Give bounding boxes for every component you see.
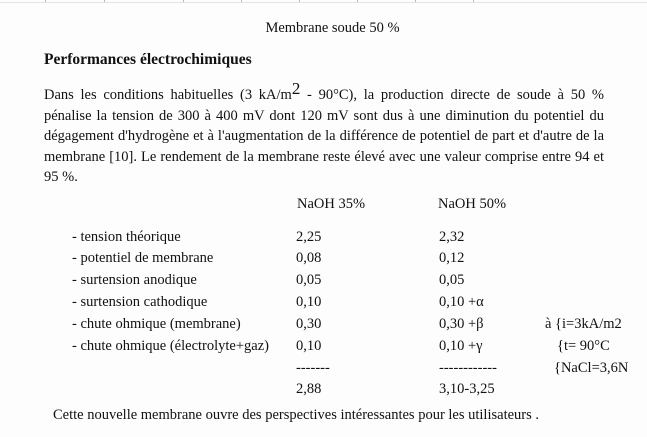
section-heading: Performances électrochimiques <box>44 51 252 68</box>
ruler-tick <box>357 0 358 2</box>
condition-note: {NaCl=3,6N <box>554 360 629 376</box>
closing-sentence: Cette nouvelle membrane ouvre des perspectives intéressantes pour les utilisateurs . <box>53 407 540 423</box>
value-naoh50: 0,10 +γ <box>439 338 483 354</box>
row-label: - chute ohmique (électrolyte+gaz) <box>72 338 269 354</box>
ruler-tick <box>183 0 184 2</box>
separator-naoh35: ------- <box>296 360 330 376</box>
body-paragraph <box>44 79 604 188</box>
superscript: 2 <box>291 79 301 98</box>
total-naoh35: 2,88 <box>296 381 322 397</box>
ruler-tick <box>104 0 105 2</box>
row-label: - chute ohmique (membrane) <box>72 316 241 332</box>
condition-note: à {i=3kA/m2 <box>545 316 622 332</box>
value-naoh50: 0,05 <box>439 272 465 288</box>
separator-naoh50: ------------ <box>439 360 497 376</box>
row-label: - surtension cathodique <box>72 294 208 310</box>
ruler-tick <box>473 0 474 2</box>
ruler-tick <box>299 0 300 2</box>
value-naoh50: 0,30 +β <box>439 316 484 332</box>
condition-note: {t= 90°C <box>557 338 610 354</box>
value-naoh35: 2,25 <box>296 229 322 245</box>
ruler-tick <box>415 0 416 2</box>
value-naoh35: 0,10 <box>296 338 322 354</box>
document-title: Membrane soude 50 % <box>265 20 400 36</box>
value-naoh35: 0,08 <box>296 250 322 266</box>
header-naoh50: NaOH 50% <box>438 196 507 212</box>
row-label: - potentiel de membrane <box>72 250 214 266</box>
value-naoh35: 0,05 <box>296 272 322 288</box>
value-naoh35: 0,30 <box>296 316 322 332</box>
value-naoh50: 2,32 <box>439 229 465 245</box>
paragraph-text-rest: - 90°C), la production directe de soude à 50 % pénalise la tension de 300 à 400 mV dont 120 mV sont dus à une diminution du potentiel du dégagement d'hydrogène et à l'augmentation de la différence de potentiel de part et d'autre de la membrane [10]. Le rendement de la membrane reste élevé avec une valeur comprise entre 94 et 95 %. <box>44 87 604 185</box>
paragraph-text-start: Dans les conditions habituelles (3 kA/m <box>44 87 292 103</box>
value-naoh50: 0,10 +α <box>439 294 484 310</box>
header-naoh35: NaOH 35% <box>297 196 366 212</box>
value-naoh50: 0,12 <box>439 250 465 266</box>
row-label: - surtension anodique <box>72 272 197 288</box>
ruler-tick <box>45 0 46 2</box>
row-label: - tension théorique <box>72 229 181 245</box>
total-naoh50: 3,10-3,25 <box>439 381 495 397</box>
top-border <box>0 0 647 3</box>
value-naoh35: 0,10 <box>296 294 322 310</box>
ruler-tick <box>241 0 242 2</box>
